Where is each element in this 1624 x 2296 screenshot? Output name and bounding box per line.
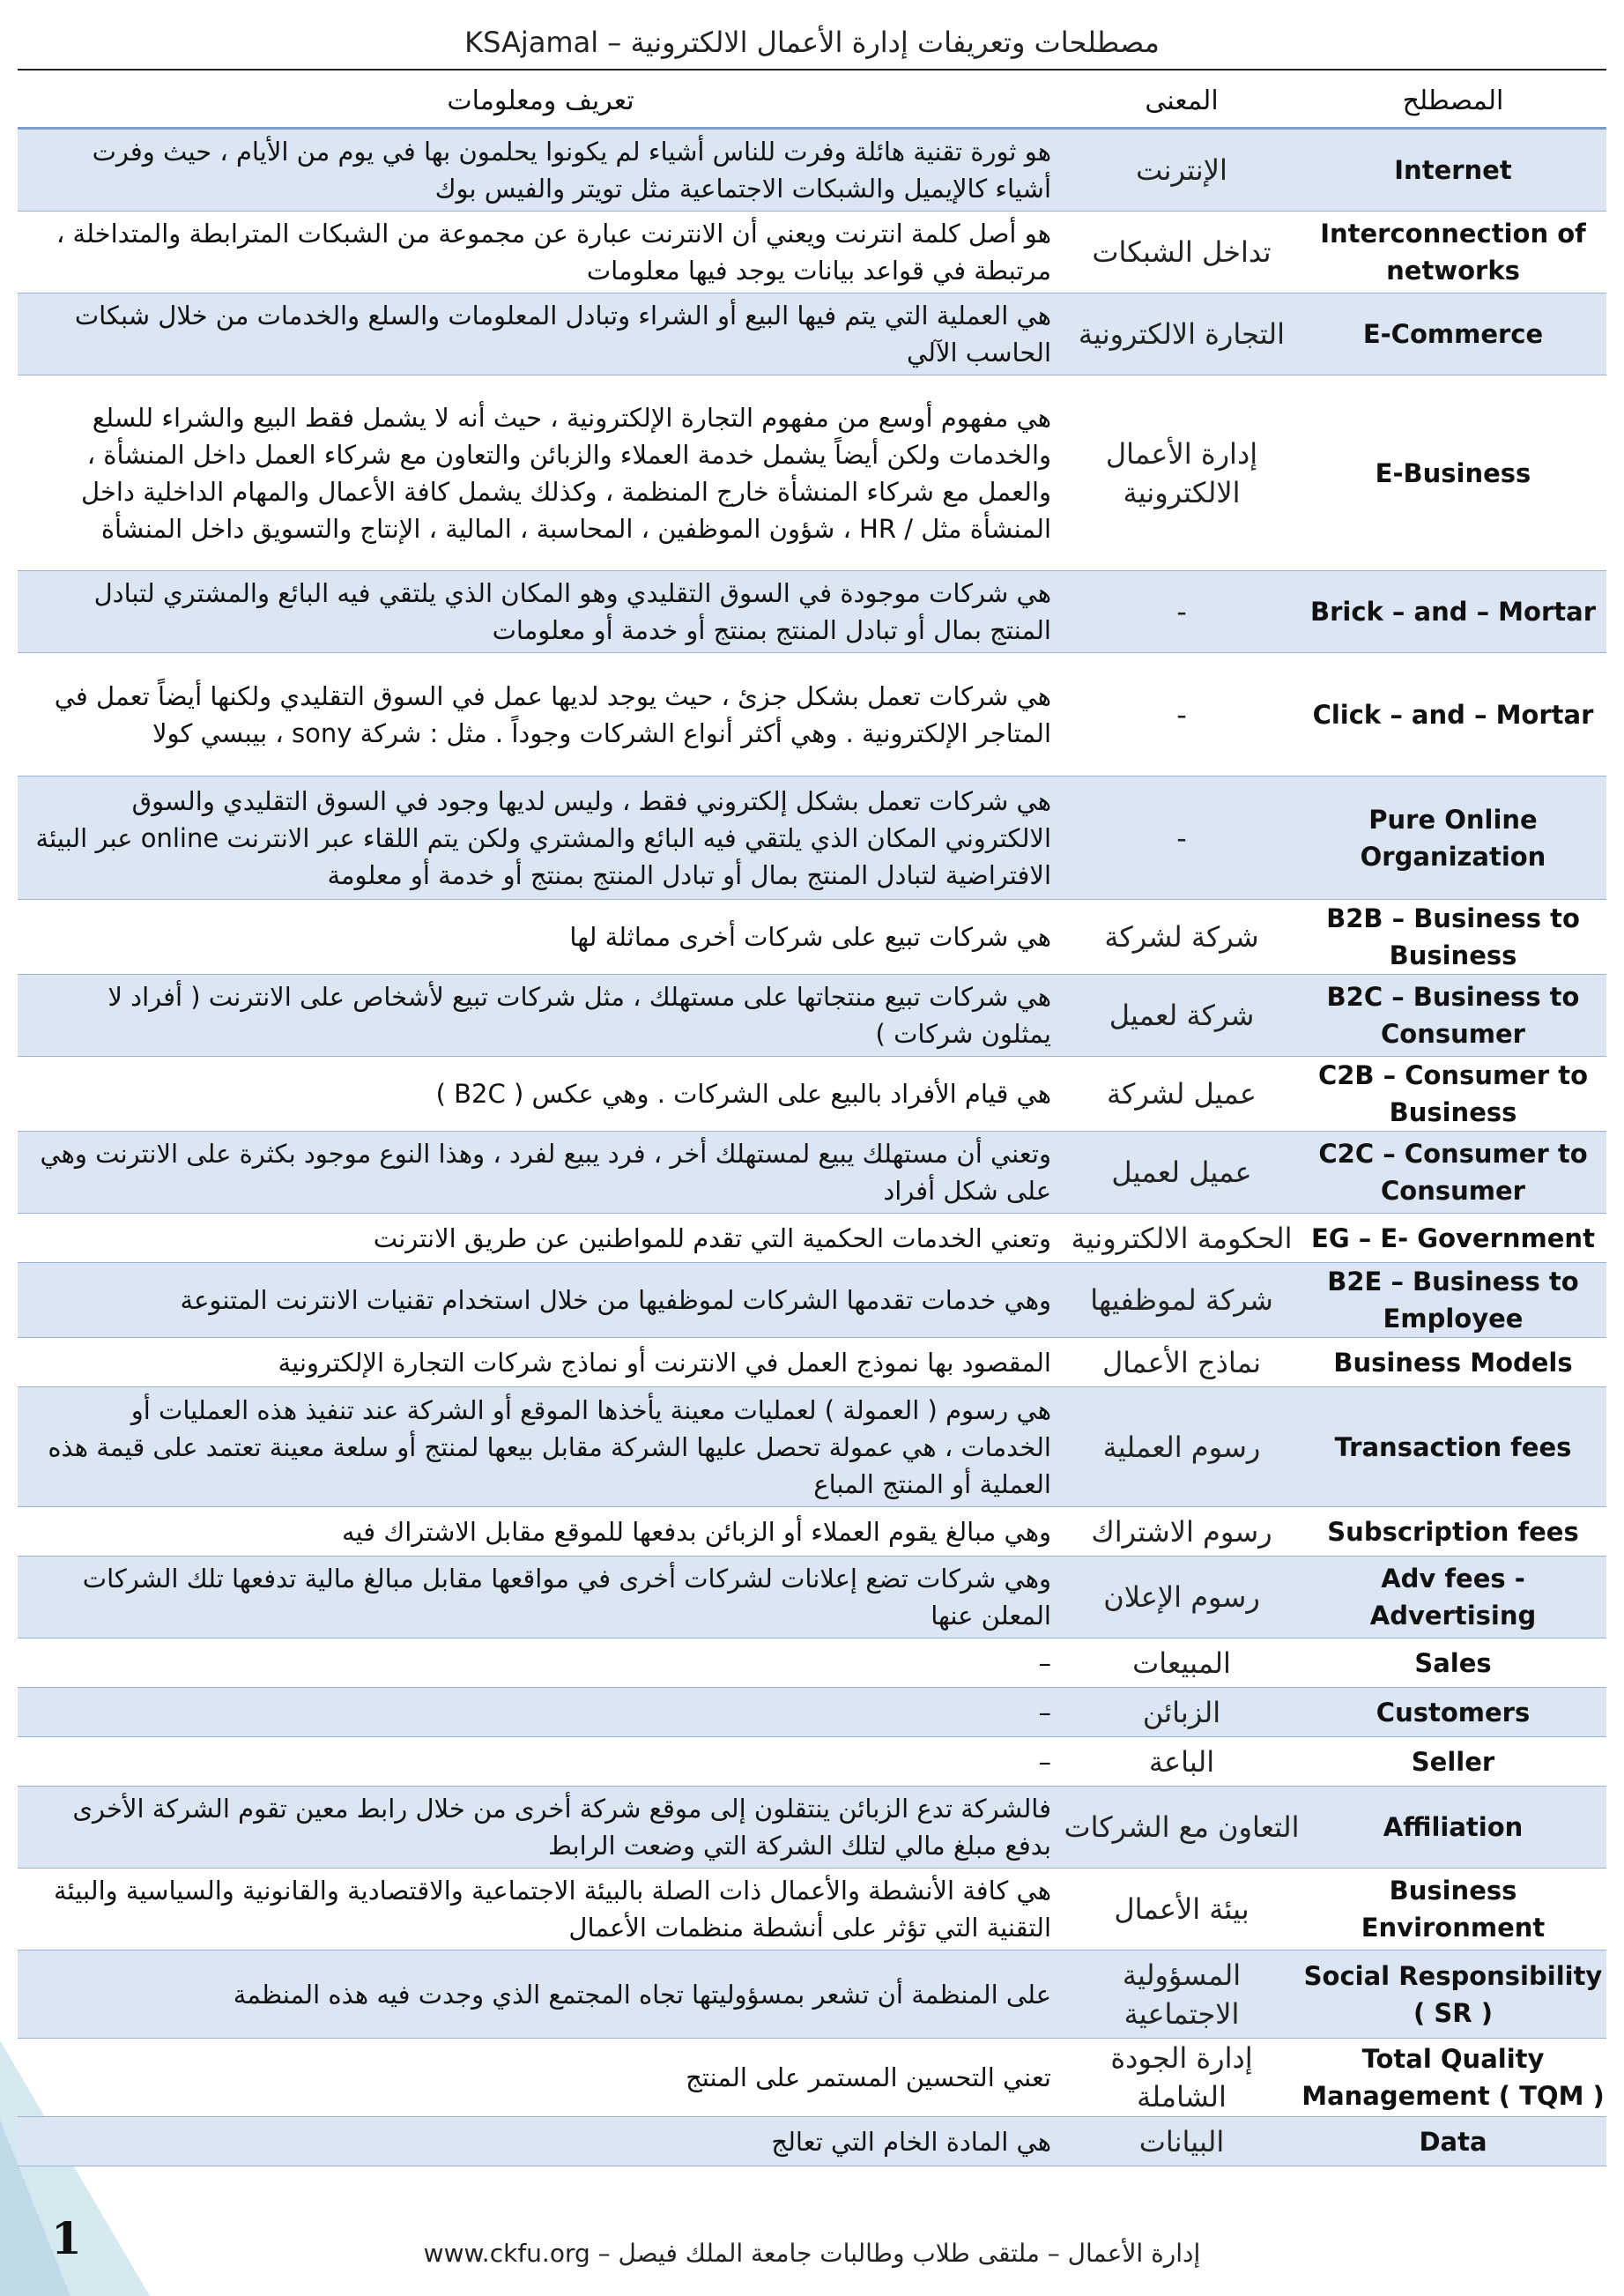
definition-cell: هو أصل كلمة انترنت ويعني أن الانترنت عبارة عن مجموعة من الشبكات المترابطة والمتداخلة ، مرتبطة في قواعد بيانات يوجد فيها معلومات bbox=[18, 212, 1064, 294]
table-row bbox=[18, 1737, 1606, 1787]
meaning-cell: - bbox=[1064, 571, 1300, 653]
table-row bbox=[18, 1338, 1606, 1387]
table-row bbox=[18, 1869, 1606, 1950]
page-footer: www.ckfu.org – إدارة الأعمال – ملتقى طلاب وطالبات جامعة الملك فيصل bbox=[423, 2239, 1201, 2268]
meaning-cell: عميل لشركة bbox=[1064, 1057, 1300, 1132]
table-row bbox=[18, 2039, 1606, 2117]
meaning-cell: رسوم الاشتراك bbox=[1064, 1507, 1300, 1557]
meaning-cell: المسؤولية الاجتماعية bbox=[1064, 1950, 1300, 2039]
meaning-cell: رسوم الإعلان bbox=[1064, 1557, 1300, 1638]
definition-cell: هي المادة الخام التي تعالج bbox=[18, 2117, 1064, 2166]
meaning-cell: الزبائن bbox=[1064, 1688, 1300, 1737]
definition-cell: هي شركات تعمل بشكل إلكتروني فقط ، وليس لديها وجود في السوق التقليدي والسوق الالكتروني المكان الذي يلتقي فيه البائع والمشتري ولكن يتم اللقاء عبر الانترنت online عبر البيئة الافتراضية لتبادل المنتج بمال أو تبادل المنتج بمنتج أو خدمة أو معلومة bbox=[18, 776, 1064, 900]
definition-cell: – bbox=[18, 1737, 1064, 1787]
term-cell: B2E – Business to Employee bbox=[1300, 1263, 1606, 1338]
definition-cell: وتعني الخدمات الحكمية التي تقدم للمواطنين عن طريق الانترنت bbox=[18, 1214, 1064, 1263]
definition-cell: هي شركات موجودة في السوق التقليدي وهو المكان الذي يلتقي فيه البائع والمشتري لتبادل المنتج بمال أو تبادل المنتج بمنتج أو خدمة أو معلومات bbox=[18, 571, 1064, 653]
column-header-definition: تعريف ومعلومات bbox=[18, 74, 1064, 129]
meaning-cell: التجارة الالكترونية bbox=[1064, 294, 1300, 375]
term-cell: B2C – Business to Consumer bbox=[1300, 975, 1606, 1057]
definition-cell: هي قيام الأفراد بالبيع على الشركات . وهي عكس ( B2C ) bbox=[18, 1057, 1064, 1132]
table-row bbox=[18, 1057, 1606, 1132]
term-cell: B2B – Business to Business bbox=[1300, 900, 1606, 975]
term-cell: Adv fees - Advertising bbox=[1300, 1557, 1606, 1638]
table-row bbox=[18, 900, 1606, 975]
column-header-term: المصطلح bbox=[1300, 74, 1606, 129]
definition-cell: هي العملية التي يتم فيها البيع أو الشراء وتبادل المعلومات والسلع والخدمات من خلال شبكات الحاسب الآلي bbox=[18, 294, 1064, 375]
meaning-cell: الإنترنت bbox=[1064, 129, 1300, 212]
definition-cell: هي مفهوم أوسع من مفهوم التجارة الإلكترونية ، حيث أنه لا يشمل فقط البيع والشراء للسلع والخدمات ولكن أيضاً يشمل خدمة العملاء والزبائن والتعاون مع شركاء العمل داخل المنشأة ، والعمل مع شركاء المنشأة خارج المنظمة ، وكذلك يشمل كافة الأعمال والمهام الداخلية داخل المنشأة مثل / HR ، شؤون الموظفين ، المحاسبة ، المالية ، الإنتاج والتسويق داخل المنشأة bbox=[18, 375, 1064, 571]
term-cell: Data bbox=[1300, 2117, 1606, 2166]
term-cell: C2C – Consumer to Consumer bbox=[1300, 1132, 1606, 1214]
term-cell: Business Environment bbox=[1300, 1869, 1606, 1950]
meaning-cell: المبيعات bbox=[1064, 1638, 1300, 1688]
term-cell: Customers bbox=[1300, 1688, 1606, 1737]
term-cell: C2B – Consumer to Business bbox=[1300, 1057, 1606, 1132]
meaning-cell: عميل لعميل bbox=[1064, 1132, 1300, 1214]
table-row bbox=[18, 1387, 1606, 1507]
table-row bbox=[18, 1214, 1606, 1263]
meaning-cell: - bbox=[1064, 653, 1300, 776]
table-row bbox=[18, 1787, 1606, 1869]
definition-cell: فالشركة تدع الزبائن ينتقلون إلى موقع شركة أخرى من خلال رابط معين تقوم الشركة الأخرى بدفع مبلغ مالي لتلك الشركة التي وضعت الرابط bbox=[18, 1787, 1064, 1869]
meaning-cell: الحكومة الالكترونية bbox=[1064, 1214, 1300, 1263]
term-cell: Brick – and – Mortar bbox=[1300, 571, 1606, 653]
definition-cell: هي شركات تبيع على شركات أخرى مماثلة لها bbox=[18, 900, 1064, 975]
definition-cell: هي شركات تعمل بشكل جزئ ، حيث يوجد لديها عمل في السوق التقليدي ولكنها أيضاً تعمل في المتاجر الإلكترونية . وهي أكثر أنواع الشركات وجوداً . مثل : شركة sony ، بيبسي كولا bbox=[18, 653, 1064, 776]
definition-cell: هي رسوم ( العمولة ) لعمليات معينة يأخذها الموقع أو الشركة عند تنفيذ هذه العمليات أو الخدمات ، هي عمولة تحصل عليها الشركة مقابل بيعها لمنتج أو سلعة معينة تعتمد على قيمة هذه العملية أو المنتج المباع bbox=[18, 1387, 1064, 1507]
definition-cell: – bbox=[18, 1638, 1064, 1688]
table-row bbox=[18, 212, 1606, 294]
table-row bbox=[18, 1132, 1606, 1214]
definition-cell: تعني التحسين المستمر على المنتج bbox=[18, 2039, 1064, 2117]
page-header: KSAjamal – مصطلحات وتعريفات إدارة الأعمال الالكترونية bbox=[18, 16, 1606, 71]
meaning-cell: إدارة الجودة الشاملة bbox=[1064, 2039, 1300, 2117]
meaning-cell: بيئة الأعمال bbox=[1064, 1869, 1300, 1950]
definition-cell: على المنظمة أن تشعر بمسؤوليتها تجاه المجتمع الذي وجدت فيه هذه المنظمة bbox=[18, 1950, 1064, 2039]
table-row bbox=[18, 1688, 1606, 1737]
meaning-cell: رسوم العملية bbox=[1064, 1387, 1300, 1507]
table-row bbox=[18, 571, 1606, 653]
definition-cell: المقصود بها نموذج العمل في الانترنت أو نماذج شركات التجارة الإلكترونية bbox=[18, 1338, 1064, 1387]
definition-cell: هي شركات تبيع منتجاتها على مستهلك ، مثل شركات تبيع لأشخاص على الانترنت ( أفراد لا يمثلون شركات ) bbox=[18, 975, 1064, 1057]
meaning-cell: - bbox=[1064, 776, 1300, 900]
term-cell: Total Quality Management ( TQM ) bbox=[1300, 2039, 1606, 2117]
meaning-cell: إدارة الأعمال الالكترونية bbox=[1064, 375, 1300, 571]
table-row bbox=[18, 1507, 1606, 1557]
term-cell: E-Commerce bbox=[1300, 294, 1606, 375]
definition-cell: وهي شركات تضع إعلانات لشركات أخرى في مواقعها مقابل مبالغ مالية تدفعها تلك الشركات المعلن عنها bbox=[18, 1557, 1064, 1638]
term-cell: Interconnection of networks bbox=[1300, 212, 1606, 294]
meaning-cell: التعاون مع الشركات bbox=[1064, 1787, 1300, 1869]
definition-cell: – bbox=[18, 1688, 1064, 1737]
term-cell: Sales bbox=[1300, 1638, 1606, 1688]
table-row bbox=[18, 375, 1606, 571]
meaning-cell: البيانات bbox=[1064, 2117, 1300, 2166]
term-cell: EG – E- Government bbox=[1300, 1214, 1606, 1263]
table-row bbox=[18, 2117, 1606, 2166]
term-cell: Click – and – Mortar bbox=[1300, 653, 1606, 776]
table-row bbox=[18, 653, 1606, 776]
term-cell: Business Models bbox=[1300, 1338, 1606, 1387]
meaning-cell: شركة لموظفيها bbox=[1064, 1263, 1300, 1338]
definition-cell: وهي مبالغ يقوم العملاء أو الزبائن بدفعها للموقع مقابل الاشتراك فيه bbox=[18, 1507, 1064, 1557]
term-cell: Social Responsibility ( SR ) bbox=[1300, 1950, 1606, 2039]
definition-cell: هو ثورة تقنية هائلة وفرت للناس أشياء لم يكونوا يحلمون بها في يوم من الأيام ، حيث وفرت أشياء كالإيميل والشبكات الاجتماعية مثل تويتر والفيس بوك bbox=[18, 129, 1064, 212]
terms-table-body bbox=[18, 129, 1606, 2166]
column-header-meaning: المعنى bbox=[1064, 74, 1300, 129]
definition-cell: وتعني أن مستهلك يبيع لمستهلك أخر ، فرد يبيع لفرد ، وهذا النوع موجود بكثرة على الانترنت وهي على شكل أفراد bbox=[18, 1132, 1064, 1214]
meaning-cell: شركة لشركة bbox=[1064, 900, 1300, 975]
term-cell: Subscription fees bbox=[1300, 1507, 1606, 1557]
table-row bbox=[18, 129, 1606, 212]
definition-cell: هي كافة الأنشطة والأعمال ذات الصلة بالبيئة الاجتماعية والاقتصادية والقانونية والسياسية والبيئة التقنية التي تؤثر على أنشطة منظمات الأعمال bbox=[18, 1869, 1064, 1950]
meaning-cell: شركة لعميل bbox=[1064, 975, 1300, 1057]
page-number: 1 bbox=[51, 2212, 82, 2264]
definition-cell: وهي خدمات تقدمها الشركات لموظفيها من خلال استخدام تقنيات الانترنت المتنوعة bbox=[18, 1263, 1064, 1338]
term-cell: E-Business bbox=[1300, 375, 1606, 571]
meaning-cell: تداخل الشبكات bbox=[1064, 212, 1300, 294]
term-cell: Seller bbox=[1300, 1737, 1606, 1787]
table-row bbox=[18, 1263, 1606, 1338]
term-cell: Affiliation bbox=[1300, 1787, 1606, 1869]
meaning-cell: الباعة bbox=[1064, 1737, 1300, 1787]
table-row bbox=[18, 294, 1606, 375]
term-cell: Transaction fees bbox=[1300, 1387, 1606, 1507]
terms-table bbox=[18, 74, 1606, 2166]
table-row bbox=[18, 776, 1606, 900]
meaning-cell: نماذج الأعمال bbox=[1064, 1338, 1300, 1387]
table-row bbox=[18, 1950, 1606, 2039]
term-cell: Internet bbox=[1300, 129, 1606, 212]
table-row bbox=[18, 1557, 1606, 1638]
term-cell: Pure Online Organization bbox=[1300, 776, 1606, 900]
table-row bbox=[18, 975, 1606, 1057]
table-row bbox=[18, 1638, 1606, 1688]
